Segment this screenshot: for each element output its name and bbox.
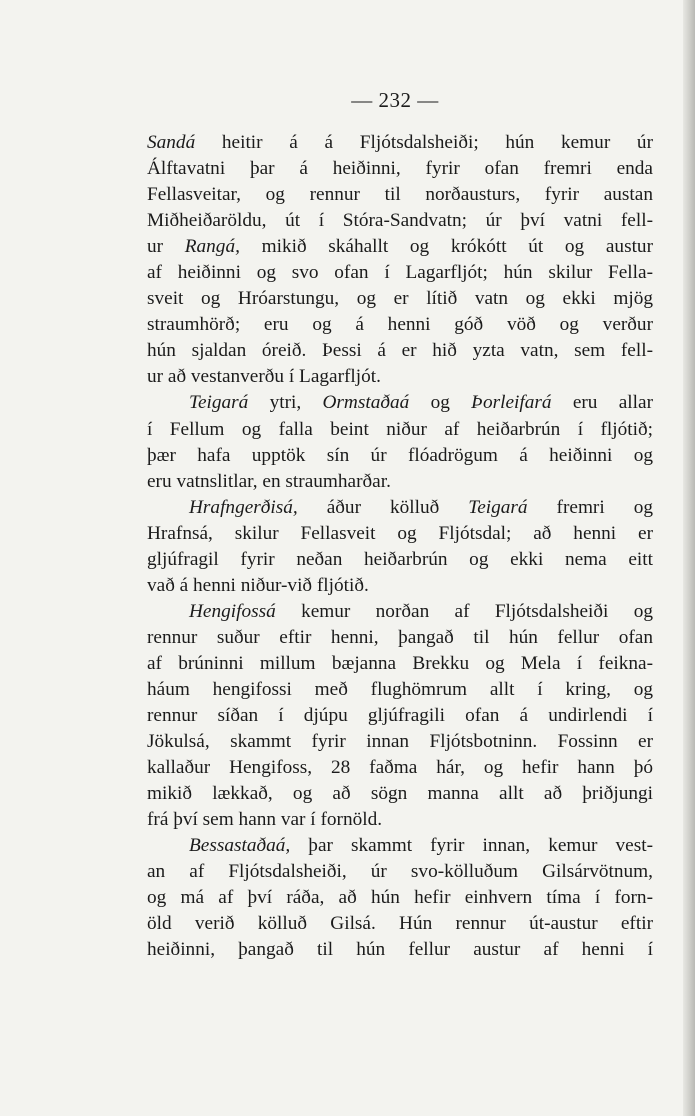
text-line [147,260,653,286]
text-line [147,182,653,208]
italic-place-name: Hengifossá [189,600,276,622]
text-run: an af Fljótsdalsheiði, úr svo-kölluðum Gilsárvötnum, [147,861,653,883]
text-run: sveit og Hróarstungu, og er lítið vatn og ekki mjög [147,288,653,310]
text-line [147,130,653,156]
text-run: hún sjaldan óreið. Þessi á er hið yzta vatn, sem fell- [147,340,653,362]
text-line [147,547,653,573]
text-line [147,729,653,755]
text-line [147,495,653,521]
text-run: ytri, [248,392,323,414]
text-run: Jökulsá, skammt fyrir innan Fljótsbotninn. Fossinn er [147,731,653,753]
text-line [147,781,653,807]
text-run: eru allar [551,392,653,414]
text-run: mikið lækkað, og að sögn manna allt að þriðjungi [147,783,653,805]
text-run: straumhörð; eru og á henni góð vöð og verður [147,314,653,336]
italic-place-name: Rangá, [184,236,240,258]
text-run: og [409,392,472,414]
text-run: háum hengifossi með flughömrum allt í kring, og [147,678,653,700]
body-text [147,130,653,964]
text-line [147,417,653,443]
text-run: eru vatnslitlar, en straumharðar. [147,470,391,492]
text-line [147,703,653,729]
text-run: gljúfragil fyrir neðan heiðarbrún og ekki nema eitt [147,548,653,570]
text-run: frá því sem hann var í fornöld. [147,809,383,831]
text-line [147,807,653,833]
italic-place-name: Teigará [189,392,249,414]
text-run: fremri og [527,496,653,518]
text-run: heiðinni, þangað til hún fellur austur af henni í [147,939,653,961]
text-run: kallaður Hengifoss, 28 faðma hár, og hefir hann þó [147,757,653,779]
text-run: ur [147,236,185,258]
text-run: heitir á á Fljótsdalsheiði; hún kemur úr [195,132,653,153]
italic-place-name: Þorleifará [471,392,552,414]
text-line [147,859,653,885]
text-line [147,234,653,260]
text-run: öld verið kölluð Gilsá. Hún rennur út-austur eftir [147,913,653,935]
text-line [147,286,653,312]
text-line [147,521,653,547]
text-line [147,625,653,651]
italic-place-name: Sandá [147,132,196,153]
text-run: mikið skáhallt og krókótt út og austur [239,236,653,258]
text-run: Álftavatni þar á heiðinni, fyrir ofan fremri enda [147,158,653,180]
text-run: kemur norðan af Fljótsdalsheiði og [275,600,653,622]
text-line [147,338,653,364]
text-run: og má af því ráða, að hún hefir einhvern tíma í forn- [147,887,653,909]
text-line [147,156,653,182]
text-line [147,885,653,911]
text-line [147,937,653,963]
text-run: í Fellum og falla beint niður af heiðarbrún í fljótið; [147,418,653,440]
text-run: rennur síðan í djúpu gljúfragili ofan á undirlendi í [147,705,653,727]
text-run: rennur suður eftir henni, þangað til hún fellur ofan [147,626,653,648]
italic-place-name: Teigará [468,496,528,518]
text-run: þær hafa upptök sín úr flóadrögum á heiðinni og [147,444,653,466]
page-number: — 232 — [351,88,439,112]
text-run: af brúninni millum bæjanna Brekku og Mela í feikna- [147,652,653,674]
italic-place-name: Bessastaðaá, [189,835,291,857]
text-line [147,911,653,937]
page-edge-shadow [683,0,695,1116]
text-run: þar skammt fyrir innan, kemur vest- [290,835,653,857]
italic-place-name: Ormstaðaá [322,392,410,414]
text-run: af heiðinni og svo ofan í Lagarfljót; hún skilur Fella- [147,262,653,284]
text-run: ur að vestanverðu í Lagarfljót. [147,366,381,388]
text-line [147,312,653,338]
italic-place-name: Hrafngerðisá, [189,496,298,518]
text-line [147,651,653,677]
text-line [147,443,653,469]
text-line [147,755,653,781]
text-line [147,469,653,495]
text-line [147,833,653,859]
text-line [147,599,653,625]
text-line [147,208,653,234]
text-run: Hrafnsá, skilur Fellasveit og Fljótsdal; að henni er [147,522,653,544]
text-run: áður kölluð [297,496,469,518]
text-run: vað á henni niður-við fljótið. [147,574,369,596]
text-run: Fellasveitar, og rennur til norðausturs, fyrir austan [147,184,653,206]
text-line [147,677,653,703]
text-line [147,573,653,599]
text-line [147,390,653,416]
text-line [147,364,653,390]
text-run: Miðheiðaröldu, út í Stóra-Sandvatn; úr því vatni fell- [147,210,653,232]
